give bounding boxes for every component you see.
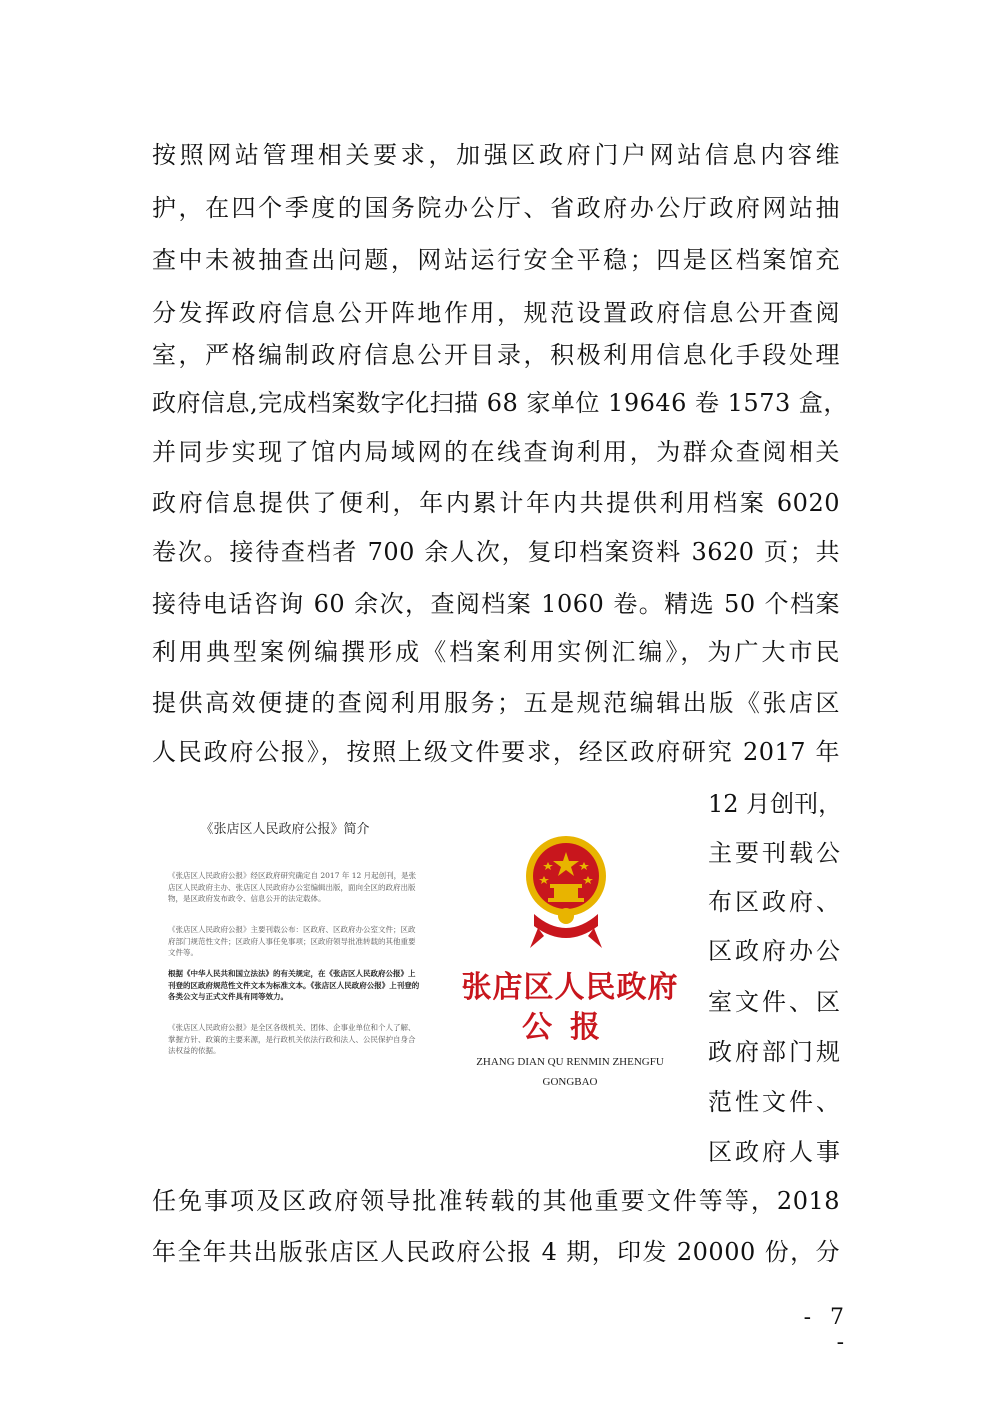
intro-paragraph-1: 《张店区人民政府公报》经区政府研究确定自 2017 年 12 月起创刊，是张店区人民政府主办、张店区人民政府办公室编辑出版，面向全区的政府出版物，是区政府发布政令、信息公开的法定载体。 [168, 871, 417, 903]
wrap-line-4: 区政府办公 [708, 937, 840, 965]
gazette-figure [150, 812, 690, 1102]
body-line-4: 分发挥政府信息公开阵地作用，规范设置政府信息公开查阅 [152, 299, 840, 327]
wrap-line-6: 政府部门规 [708, 1038, 840, 1066]
body-line-3: 查中未被抽查出问题，网站运行安全平稳；四是区档案馆充 [152, 246, 840, 274]
cover-subtitle: 公报 [522, 1010, 618, 1045]
body-line-10: 接待电话咨询 60 余次，查阅档案 1060 卷。精选 50 个档案 [152, 590, 840, 618]
intro-paragraph-4: 《张店区人民政府公报》是全区各级机关、团体、企事业单位和个人了解、掌握方针、政策的主要来源，是行政机关依法行政和法人、公民保护自身合法权益的依据。 [168, 1023, 416, 1055]
wrap-line-5: 室文件、区 [708, 988, 840, 1016]
tail-line-1: 任免事项及区政府领导批准转载的其他重要文件等等，2018 [152, 1187, 840, 1215]
body-line-13: 人民政府公报》，按照上级文件要求，经区政府研究 2017 年 [152, 738, 840, 766]
intro-paragraph-2: 《张店区人民政府公报》主要刊载公布：区政府、区政府办公室文件；区政府部门规范性文件；区政府人事任免事项；区政府领导批准转载的其他重要文件等。 [168, 925, 416, 957]
intro-paragraph-3: 根据《中华人民共和国立法法》的有关规定，在《张店区人民政府公报》上刊登的区政府规范性文件文本为标准文本。《张店区人民政府公报》上刊登的各类公文与正式文件具有同等效力。 [168, 969, 420, 1001]
page-number: - 7 - [803, 1305, 850, 1355]
cover-english-title: ZHANG DIAN QU RENMIN ZHENGFU [476, 1056, 664, 1068]
body-line-1: 按照网站管理相关要求，加强区政府门户网站信息内容维 [152, 141, 840, 169]
wrap-line-2: 主要刊载公 [708, 839, 840, 867]
national-emblem-icon [524, 832, 608, 952]
wrap-line-7: 范性文件、 [708, 1088, 840, 1116]
wrap-line-8: 区政府人事 [708, 1138, 840, 1166]
body-line-9: 卷次。接待查档者 700 余人次，复印档案资料 3620 页；共 [152, 538, 840, 566]
cover-english-subtitle: GONGBAO [542, 1076, 598, 1088]
body-line-2: 护，在四个季度的国务院办公厅、省政府办公厅政府网站抽 [152, 194, 840, 222]
tail-line-2: 年全年共出版张店区人民政府公报 4 期，印发 20000 份，分 [152, 1238, 840, 1266]
wrap-line-3: 布区政府、 [708, 888, 840, 916]
cover-title: 张店区人民政府 [461, 970, 679, 1005]
wrap-line-1: 12 月创刊， [708, 790, 843, 818]
body-line-11: 利用典型案例编撰形成《档案利用实例汇编》，为广大市民 [152, 638, 840, 666]
body-line-7: 并同步实现了馆内局域网的在线查询利用，为群众查阅相关 [152, 438, 840, 466]
body-line-6: 政府信息,完成档案数字化扫描 68 家单位 19646 卷 1573 盒， [152, 389, 848, 417]
body-line-5: 室，严格编制政府信息公开目录，积极利用信息化手段处理 [152, 341, 840, 369]
body-line-8: 政府信息提供了便利，年内累计年内共提供利用档案 6020 [152, 489, 840, 517]
intro-title: 《张店区人民政府公报》简介 [200, 822, 370, 837]
body-line-12: 提供高效便捷的查阅利用服务；五是规范编辑出版《张店区 [152, 689, 840, 717]
